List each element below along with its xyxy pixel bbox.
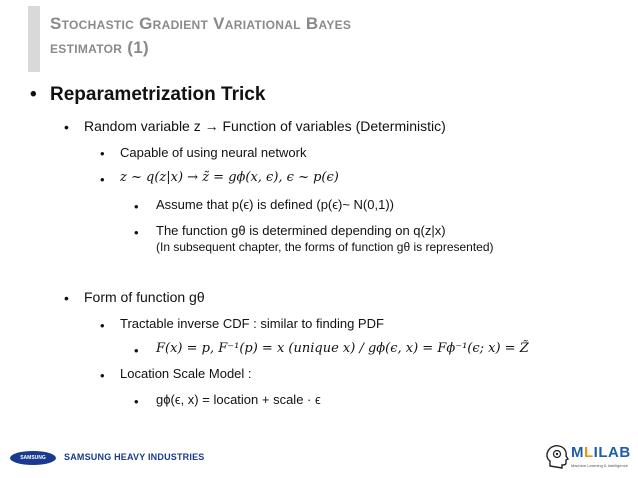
title-line-1: Stochastic Gradient Variational Bayes	[50, 14, 352, 33]
item-function-g-theta: The function gθ is determined depending on q(z|x)	[156, 223, 446, 238]
item-location-scale-formula: gϕ(ϵ, x) = location + scale · ϵ	[156, 392, 321, 407]
bullet-cdf-formula: •	[134, 343, 139, 358]
item-tractable-inverse-cdf: Tractable inverse CDF : similar to finding PDF	[120, 316, 384, 331]
item-random-variable: Random variable z → Function of variables (Deterministic)	[84, 118, 446, 134]
bullet-location-scale: •	[100, 368, 105, 383]
samsung-logo: SAMSUNG	[10, 451, 56, 465]
mlilab-wordmark: MLILAB	[571, 444, 631, 461]
bullet-loc-formula: •	[134, 394, 139, 409]
slide-title	[50, 12, 620, 60]
head-icon	[545, 444, 569, 470]
title-accent-bar	[28, 6, 40, 72]
item-capable-neural-network: Capable of using neural network	[120, 145, 307, 160]
bullet-z-formula: •	[100, 172, 105, 187]
bullet-assume: •	[134, 199, 139, 214]
item-z-formula: z ~ q(z|x) → z̃ = gϕ(x, ϵ), ϵ ~ p(ϵ)	[120, 170, 339, 185]
bullet-form-of-function: •	[64, 290, 69, 306]
section-heading: Reparametrization Trick	[50, 84, 266, 105]
bullet-function-g: •	[134, 225, 139, 240]
item-assume-distribution: Assume that p(ϵ) is defined (p(ϵ)~ N(0,1))	[156, 197, 394, 212]
samsung-heavy-industries-label: SAMSUNG HEAVY INDUSTRIES	[64, 452, 205, 462]
bullet-random-var: •	[64, 119, 69, 135]
bullet-capable: •	[100, 146, 105, 161]
title-line-2: estimator (1)	[50, 38, 149, 57]
item-cdf-formula: F(x) = p, F⁻¹(p) = x (unique x) / gϕ(ϵ, x) = Fϕ⁻¹(ϵ; x) = Z̃	[156, 341, 529, 356]
bullet-tractable: •	[100, 318, 105, 333]
item-location-scale-model: Location Scale Model :	[120, 366, 252, 381]
mlilab-logo	[545, 442, 633, 474]
bullet-heading: •	[30, 84, 37, 105]
item-form-of-function: Form of function gθ	[84, 289, 205, 305]
item-subsequent-chapter-note: (In subsequent chapter, the forms of function gθ is represented)	[156, 240, 494, 254]
mlilab-subtitle: Machine Learning & Intelligence	[571, 463, 628, 468]
